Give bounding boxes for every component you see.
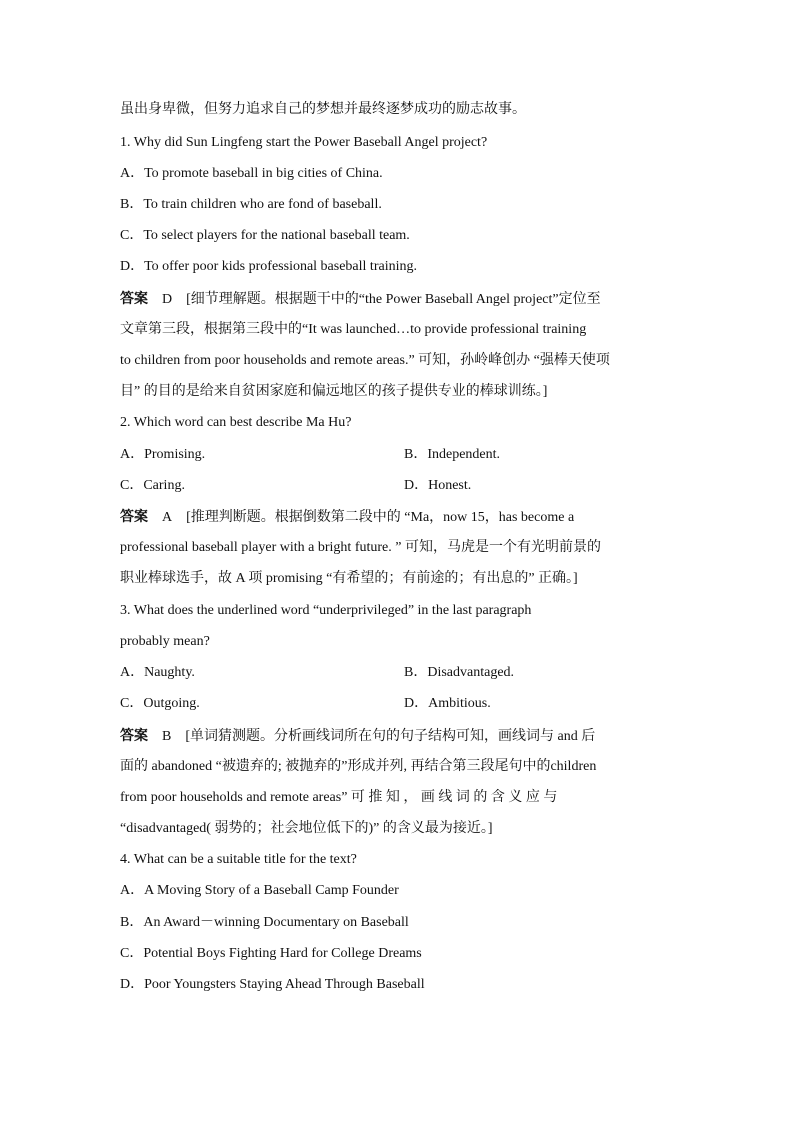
q3-option-d: D．Ambitious.: [404, 696, 491, 711]
answer-label: 答案: [120, 509, 148, 525]
q2-option-b: B．Independent.: [404, 447, 501, 462]
answer-label: 答案: [120, 291, 148, 307]
q2-answer-line-3: 职业棒球选手，故 A 项 promising “有希望的；有前途的；有出息的” 正确。]: [120, 571, 578, 586]
q3-stem-line-2: probably mean?: [120, 634, 210, 649]
q1-answer-line-3: to children from poor households and remote areas.” 可知，孙岭峰创办 “强棒天使项: [120, 353, 610, 368]
answer-key: B: [162, 729, 172, 744]
q2-stem: 2. Which word can best describe Ma Hu?: [120, 415, 352, 430]
q2-option-a: A．Promising.: [120, 447, 206, 462]
q3-answer-line-1: [120, 727, 675, 746]
q2-answer-line-1: [120, 508, 675, 527]
q4-option-a: A．A Moving Story of a Baseball Camp Founder: [120, 883, 399, 898]
answer-explanation: [推理判断题。根据倒数第二段中的 “Ma，now 15，has become a: [186, 510, 575, 525]
q3-answer-line-2: 面的 abandoned “被遗弃的; 被抛弃的”形成并列, 再结合第三段尾句中的children: [120, 759, 597, 774]
intro-line: 虽出身卑微，但努力追求自己的梦想并最终逐梦成功的励志故事。: [120, 102, 526, 117]
q3-stem-line-1: 3. What does the underlined word “underprivileged” in the last paragraph: [120, 603, 532, 618]
q3-option-a: A．Naughty.: [120, 665, 195, 680]
q1-option-a: A．To promote baseball in big cities of China.: [120, 166, 383, 181]
answer-key: A: [162, 510, 173, 525]
q1-answer-line-4: 目” 的目的是给来自贫困家庭和偏远地区的孩子提供专业的棒球训练。]: [120, 384, 548, 399]
q3-answer-line-4: “disadvantaged( 弱势的；社会地位低下的)” 的含义最为接近。]: [120, 821, 493, 836]
answer-label: 答案: [120, 728, 148, 744]
q4-option-b: B．An Award－winning Documentary on Baseball: [120, 915, 409, 930]
q3-option-b: B．Disadvantaged.: [404, 665, 515, 680]
q4-option-c: C．Potential Boys Fighting Hard for College Dreams: [120, 946, 422, 961]
q2-answer-line-2: professional baseball player with a bright future. ” 可知，马虎是一个有光明前景的: [120, 540, 601, 555]
q1-option-d: D．To offer poor kids professional baseball training.: [120, 259, 417, 274]
q4-stem: 4. What can be a suitable title for the text?: [120, 852, 357, 867]
q1-answer-line-1: [120, 290, 675, 309]
q1-option-c: C．To select players for the national baseball team.: [120, 228, 410, 243]
answer-explanation: [细节理解题。根据题干中的“the Power Baseball Angel project”定位至: [186, 292, 601, 307]
q2-option-c: C．Caring.: [120, 478, 185, 493]
q3-option-c: C．Outgoing.: [120, 696, 200, 711]
q1-option-b: B．To train children who are fond of baseball.: [120, 197, 382, 212]
answer-key: D: [162, 292, 173, 307]
q2-option-d: D．Honest.: [404, 478, 472, 493]
q4-option-d: D．Poor Youngsters Staying Ahead Through Baseball: [120, 977, 425, 992]
q1-stem: 1. Why did Sun Lingfeng start the Power Baseball Angel project?: [120, 135, 488, 150]
q3-answer-line-3: from poor households and remote areas” 可 推 知 ， 画 线 词 的 含 义 应 与: [120, 790, 558, 805]
q1-answer-line-2: 文章第三段，根据第三段中的“It was launched…to provide professional training: [120, 322, 587, 337]
answer-explanation: [单词猜测题。分析画线词所在句的句子结构可知，画线词与 and 后: [185, 729, 596, 744]
